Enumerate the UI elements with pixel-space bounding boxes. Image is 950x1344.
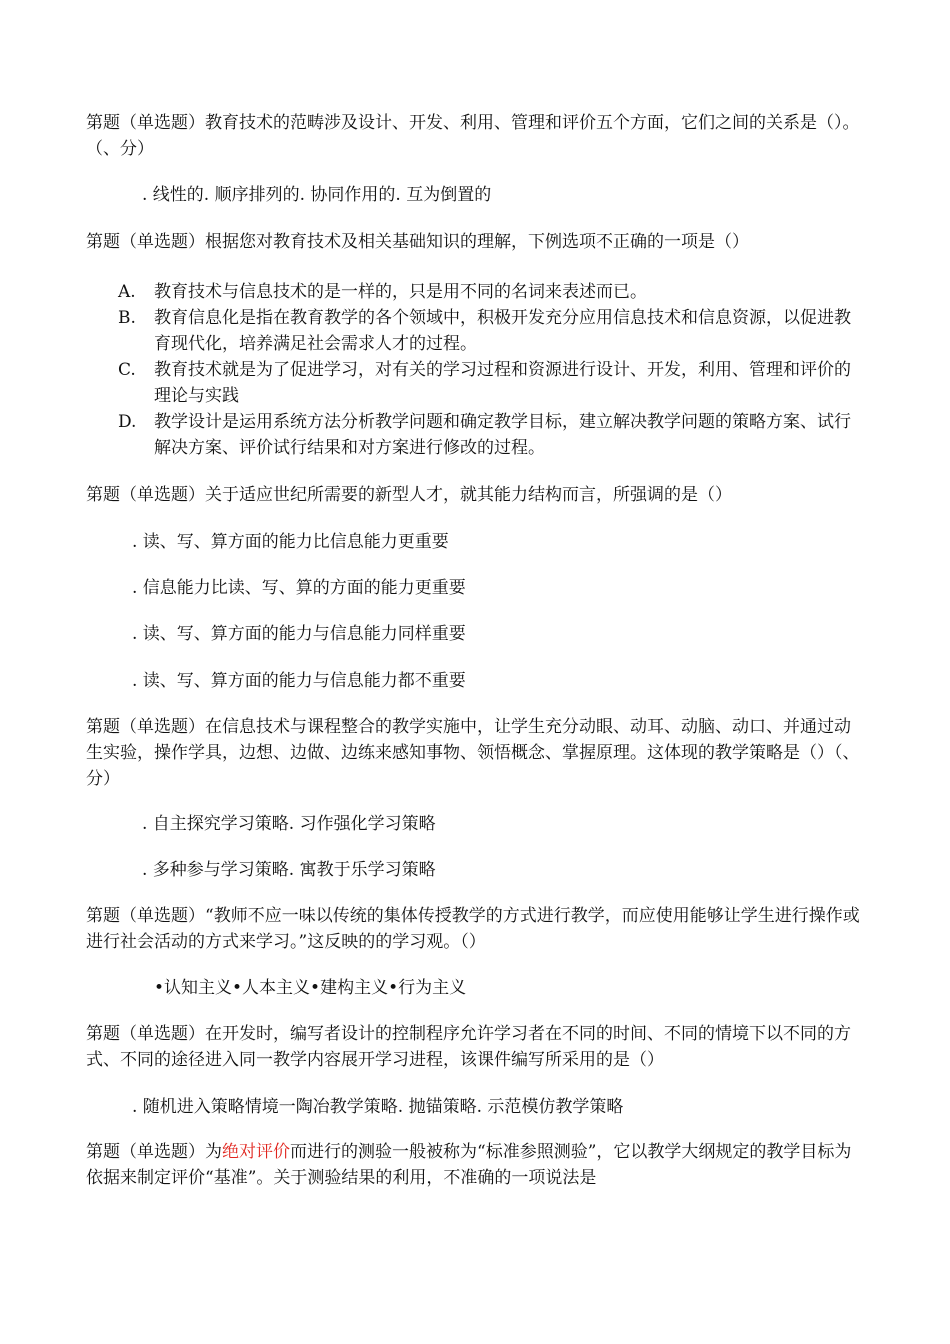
question-stem: 第题（单选题）关于适应世纪所需要的新型人才，就其能力结构而言，所强调的是（） [86,485,732,505]
question-2-options [118,279,863,461]
question-stem: 第题（单选题）在信息技术与课程整合的教学实施中，让学生充分动眼、动耳、动脑、动口、并通过动生实验，操作学具，边想、边做、边练来感知事物、领悟概念、掌握原理。这体现的教学策略是（）（、分） [86,717,860,789]
option-b [118,305,863,357]
option-text: 教育技术就是为了促进学习，对有关的学习过程和资源进行设计、开发，利用、管理和评价的理论与实践 [154,360,851,406]
question-4 [86,714,866,792]
option-letter: A. [118,282,136,302]
option-text: 教育技术与信息技术的是一样的，只是用不同的名词来表述而已。 [154,282,647,302]
highlighted-term: 绝对评价 [222,1142,290,1162]
question-1-options: . 线性的. 顺序排列的. 协同作用的. 互为倒置的 [142,185,492,205]
question-3-option-1: . 读、写、算方面的能力比信息能力更重要 [132,532,449,552]
question-stem: 第题（单选题）在开发时，编写者设计的控制程序允许学习者在不同的时间、不同的情境下以不同的方式、不同的途径进入同一教学内容展开学习进程，该课件编写所采用的是（） [86,1024,851,1070]
question-4-option-2: . 多种参与学习策略. 寓教于乐学习策略 [142,860,436,880]
question-6-options: . 随机进入策略情境一陶冶教学策略. 抛锚策略. 示范模仿教学策略 [132,1097,624,1117]
option-a [118,279,863,305]
question-1 [86,110,866,162]
question-stem: 第题（单选题）根据您对教育技术及相关基础知识的理解，下例选项不正确的一项是（） [86,232,749,252]
question-3-option-4: . 读、写、算方面的能力与信息能力都不重要 [132,671,466,691]
question-stem: 第题（单选题）“教师不应一味以传统的集体传授教学的方式进行教学，而应使用能够让学生进行操作或进行社会活动的方式来学习。”这反映的的学习观。（） [86,906,860,952]
option-text: 教育信息化是指在教育教学的各个领域中，积极开发充分应用信息技术和信息资源，以促进教育现代化，培养满足社会需求人才的过程。 [154,308,851,354]
question-7 [86,1139,866,1191]
question-5-options: •认知主义•人本主义•建构主义•行为主义 [154,978,467,998]
option-c [118,357,863,409]
question-3-option-2: . 信息能力比读、写、算的方面的能力更重要 [132,578,466,598]
question-3 [86,482,866,508]
question-6 [86,1021,866,1073]
stem-before: 第题（单选题）为 [86,1142,222,1162]
option-letter: B. [118,308,136,328]
question-stem: 第题（单选题）教育技术的范畴涉及设计、开发、利用、管理和评价五个方面，它们之间的关系是（）。（、分） [86,113,860,159]
question-3-option-3: . 读、写、算方面的能力与信息能力同样重要 [132,624,466,644]
question-stem [86,1139,866,1191]
option-letter: D. [118,412,137,432]
option-text: 教学设计是运用系统方法分析教学问题和确定教学目标，建立解决教学问题的策略方案、试行解决方案、评价试行结果和对方案进行修改的过程。 [154,412,851,458]
option-letter: C. [118,360,136,380]
stem-after: 而进行的测验一般被称为“标准参照测验”，它以教学大纲规定的教学目标为依据来制定评价“基准”。关于测验结果的利用，不准确的一项说法是 [86,1142,852,1188]
question-2 [86,229,866,255]
option-d [118,409,863,461]
question-4-option-1: . 自主探究学习策略. 习作强化学习策略 [142,814,436,834]
question-5 [86,903,866,955]
